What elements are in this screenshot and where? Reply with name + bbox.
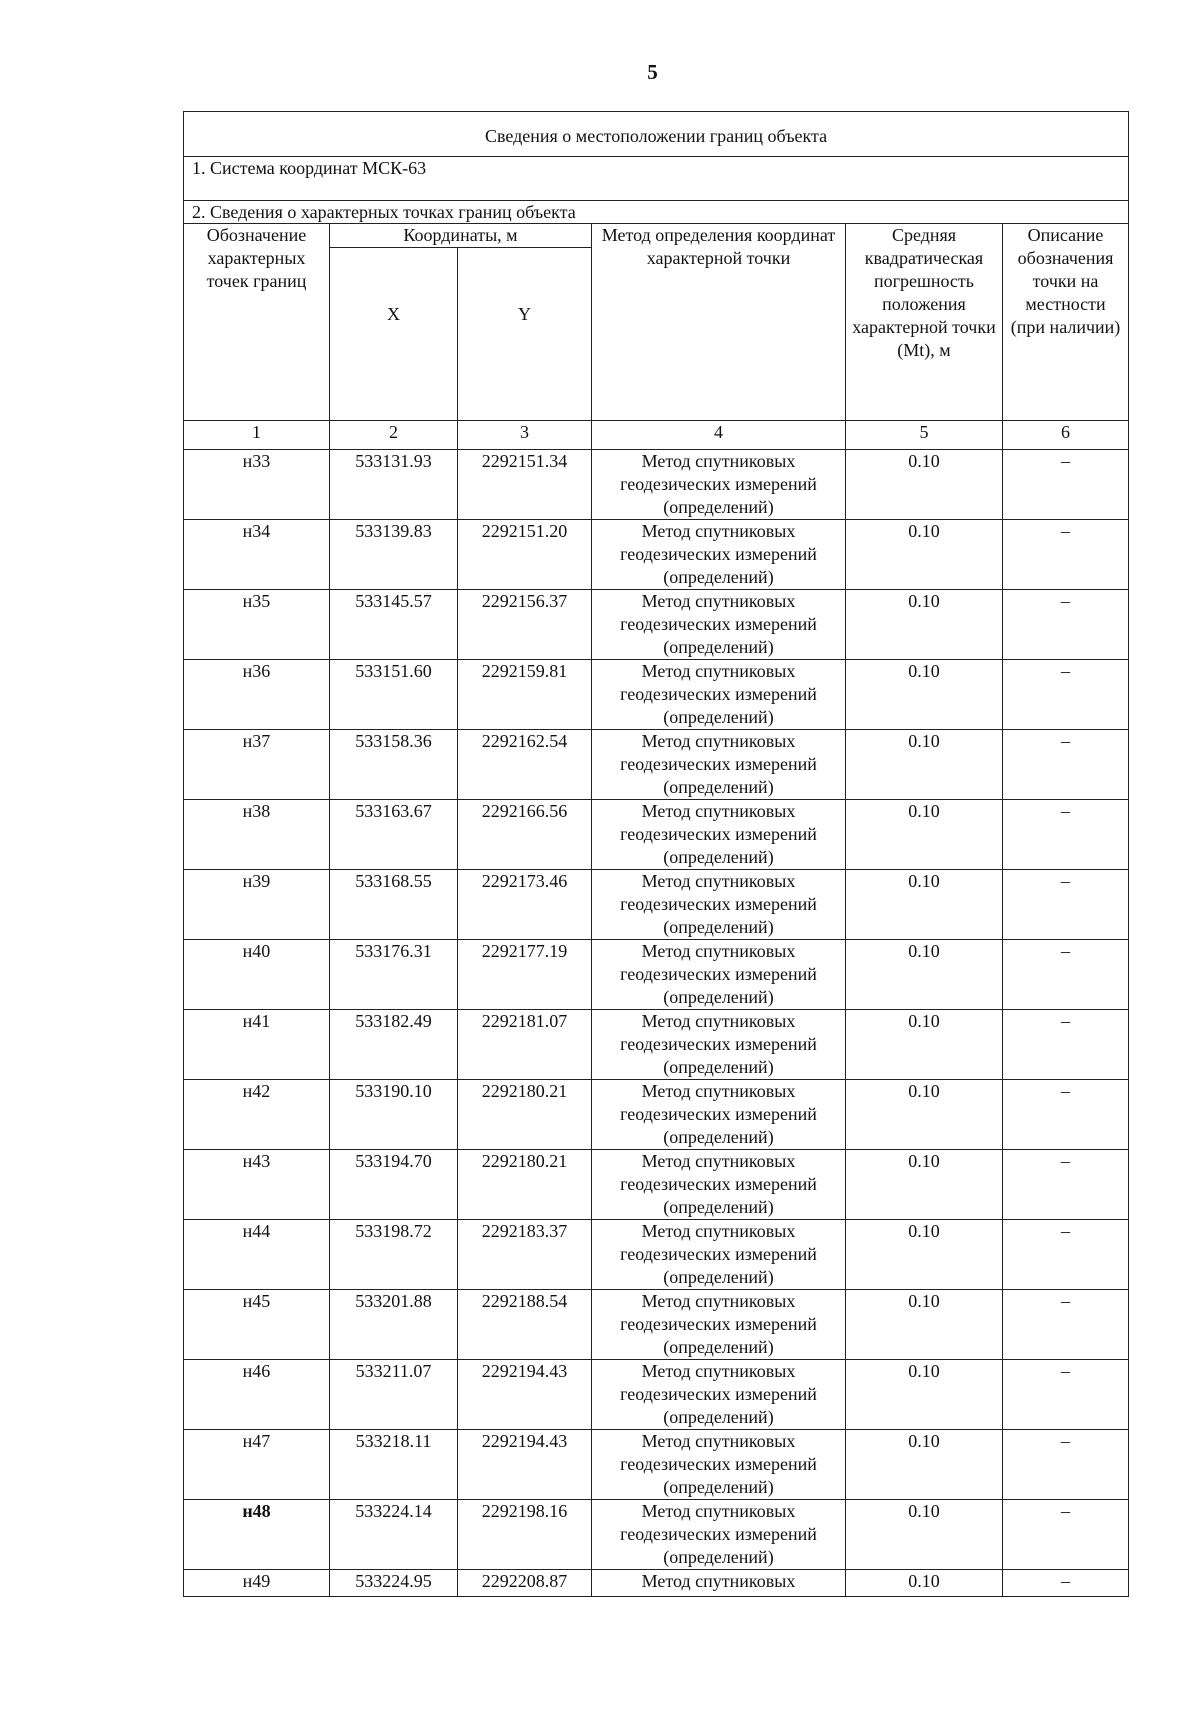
coord-x: 533139.83	[330, 520, 458, 590]
point-description: –	[1003, 1010, 1129, 1080]
point-name: н37	[184, 730, 330, 800]
point-description: –	[1003, 520, 1129, 590]
point-name: н47	[184, 1430, 330, 1500]
header-error: Средняя квадратическая погрешность положения характерной точки (Mt), м	[846, 224, 1003, 421]
coord-y: 2292177.19	[458, 940, 592, 1010]
coord-y: 2292151.20	[458, 520, 592, 590]
error-value: 0.10	[846, 1220, 1003, 1290]
coord-x: 533168.55	[330, 870, 458, 940]
coord-system-row	[184, 157, 1129, 201]
boundary-points-table	[183, 111, 1129, 1597]
method: Метод спутниковых геодезических измерений (определений)	[592, 1500, 846, 1570]
coord-y: 2292194.43	[458, 1430, 592, 1500]
section-row	[184, 201, 1129, 224]
point-name: н35	[184, 590, 330, 660]
coord-y: 2292180.21	[458, 1150, 592, 1220]
coord-y: 2292159.81	[458, 660, 592, 730]
column-number: 4	[592, 421, 846, 450]
coord-x: 533176.31	[330, 940, 458, 1010]
coord-x: 533182.49	[330, 1010, 458, 1080]
point-name: н42	[184, 1080, 330, 1150]
table-row	[184, 940, 1129, 1010]
point-description: –	[1003, 450, 1129, 520]
error-value: 0.10	[846, 660, 1003, 730]
coord-y: 2292173.46	[458, 870, 592, 940]
point-name: н45	[184, 1290, 330, 1360]
method: Метод спутниковых геодезических измерений (определений)	[592, 940, 846, 1010]
header-description: Описание обозначения точки на местности (при наличии)	[1003, 224, 1129, 421]
coord-x: 533224.14	[330, 1500, 458, 1570]
error-value: 0.10	[846, 1010, 1003, 1080]
coord-y: 2292208.87	[458, 1570, 592, 1597]
coord-y: 2292194.43	[458, 1360, 592, 1430]
table-row	[184, 800, 1129, 870]
table-title-row	[184, 112, 1129, 157]
point-description: –	[1003, 1500, 1129, 1570]
error-value: 0.10	[846, 1290, 1003, 1360]
table-row	[184, 1150, 1129, 1220]
error-value: 0.10	[846, 1430, 1003, 1500]
point-name: н38	[184, 800, 330, 870]
coord-y: 2292162.54	[458, 730, 592, 800]
point-name: н46	[184, 1360, 330, 1430]
method: Метод спутниковых геодезических измерений (определений)	[592, 1150, 846, 1220]
point-name: н40	[184, 940, 330, 1010]
point-description: –	[1003, 1150, 1129, 1220]
header-row-1	[184, 224, 1129, 248]
coord-y: 2292151.34	[458, 450, 592, 520]
point-description: –	[1003, 1290, 1129, 1360]
coord-x: 533218.11	[330, 1430, 458, 1500]
table-row	[184, 1010, 1129, 1080]
point-name: н48	[184, 1500, 330, 1570]
error-value: 0.10	[846, 1360, 1003, 1430]
header-designation: Обозначение характерных точек границ	[184, 224, 330, 421]
header-method: Метод определения координат характерной точки	[592, 224, 846, 421]
coord-x: 533158.36	[330, 730, 458, 800]
method: Метод спутниковых геодезических измерений (определений)	[592, 1290, 846, 1360]
coord-y: 2292156.37	[458, 590, 592, 660]
point-name: н34	[184, 520, 330, 590]
point-description: –	[1003, 590, 1129, 660]
coord-x: 533190.10	[330, 1080, 458, 1150]
table-row	[184, 1430, 1129, 1500]
page-number: 5	[647, 60, 658, 84]
method: Метод спутниковых геодезических измерений (определений)	[592, 520, 846, 590]
coord-x: 533198.72	[330, 1220, 458, 1290]
error-value: 0.10	[846, 730, 1003, 800]
point-name: н41	[184, 1010, 330, 1080]
point-description: –	[1003, 1220, 1129, 1290]
coord-x: 533201.88	[330, 1290, 458, 1360]
table-row	[184, 590, 1129, 660]
table-title: Сведения о местоположении границ объекта	[184, 112, 1129, 157]
method: Метод спутниковых геодезических измерений (определений)	[592, 1430, 846, 1500]
error-value: 0.10	[846, 1080, 1003, 1150]
error-value: 0.10	[846, 1500, 1003, 1570]
coord-x: 533145.57	[330, 590, 458, 660]
method: Метод спутниковых геодезических измерений (определений)	[592, 1010, 846, 1080]
table-row	[184, 1360, 1129, 1430]
point-description: –	[1003, 1080, 1129, 1150]
error-value: 0.10	[846, 800, 1003, 870]
error-value: 0.10	[846, 590, 1003, 660]
coord-y: 2292166.56	[458, 800, 592, 870]
table-row	[184, 1290, 1129, 1360]
point-name: н33	[184, 450, 330, 520]
table-row	[184, 1500, 1129, 1570]
coord-system-label: 1. Система координат МСК-63	[184, 157, 1129, 201]
boundary-table-container	[183, 111, 1128, 1597]
table-row	[184, 450, 1129, 520]
table-row	[184, 1080, 1129, 1150]
column-number: 2	[330, 421, 458, 450]
point-description: –	[1003, 800, 1129, 870]
point-name: н49	[184, 1570, 330, 1597]
point-description: –	[1003, 870, 1129, 940]
error-value: 0.10	[846, 940, 1003, 1010]
point-description: –	[1003, 1360, 1129, 1430]
point-description: –	[1003, 1570, 1129, 1597]
method: Метод спутниковых геодезических измерений (определений)	[592, 590, 846, 660]
table-row	[184, 1570, 1129, 1597]
table-row	[184, 520, 1129, 590]
method: Метод спутниковых	[592, 1570, 846, 1597]
error-value: 0.10	[846, 1150, 1003, 1220]
method: Метод спутниковых геодезических измерений (определений)	[592, 730, 846, 800]
section-label: 2. Сведения о характерных точках границ объекта	[184, 201, 1129, 224]
table-row	[184, 1220, 1129, 1290]
error-value: 0.10	[846, 450, 1003, 520]
point-name: н39	[184, 870, 330, 940]
coord-y: 2292198.16	[458, 1500, 592, 1570]
point-name: н44	[184, 1220, 330, 1290]
coord-x: 533163.67	[330, 800, 458, 870]
column-number: 6	[1003, 421, 1129, 450]
coord-y: 2292188.54	[458, 1290, 592, 1360]
coord-y: 2292183.37	[458, 1220, 592, 1290]
column-number: 3	[458, 421, 592, 450]
coord-x: 533224.95	[330, 1570, 458, 1597]
error-value: 0.10	[846, 870, 1003, 940]
point-description: –	[1003, 660, 1129, 730]
point-name: н43	[184, 1150, 330, 1220]
method: Метод спутниковых геодезических измерений (определений)	[592, 1360, 846, 1430]
method: Метод спутниковых геодезических измерений (определений)	[592, 800, 846, 870]
point-description: –	[1003, 730, 1129, 800]
error-value: 0.10	[846, 520, 1003, 590]
method: Метод спутниковых геодезических измерений (определений)	[592, 1220, 846, 1290]
point-description: –	[1003, 940, 1129, 1010]
coord-x: 533194.70	[330, 1150, 458, 1220]
column-number-row	[184, 421, 1129, 450]
coord-x: 533211.07	[330, 1360, 458, 1430]
coord-x: 533131.93	[330, 450, 458, 520]
method: Метод спутниковых геодезических измерений (определений)	[592, 660, 846, 730]
table-row	[184, 730, 1129, 800]
point-name: н36	[184, 660, 330, 730]
error-value: 0.10	[846, 1570, 1003, 1597]
coord-x: 533151.60	[330, 660, 458, 730]
method: Метод спутниковых геодезических измерений (определений)	[592, 450, 846, 520]
coord-y: 2292180.21	[458, 1080, 592, 1150]
column-number: 5	[846, 421, 1003, 450]
header-coordinates: Координаты, м	[330, 224, 592, 248]
point-description: –	[1003, 1430, 1129, 1500]
method: Метод спутниковых геодезических измерений (определений)	[592, 1080, 846, 1150]
column-number: 1	[184, 421, 330, 450]
coord-y: 2292181.07	[458, 1010, 592, 1080]
header-x: X	[330, 248, 458, 421]
table-row	[184, 870, 1129, 940]
header-y: Y	[458, 248, 592, 421]
table-row	[184, 660, 1129, 730]
method: Метод спутниковых геодезических измерений (определений)	[592, 870, 846, 940]
